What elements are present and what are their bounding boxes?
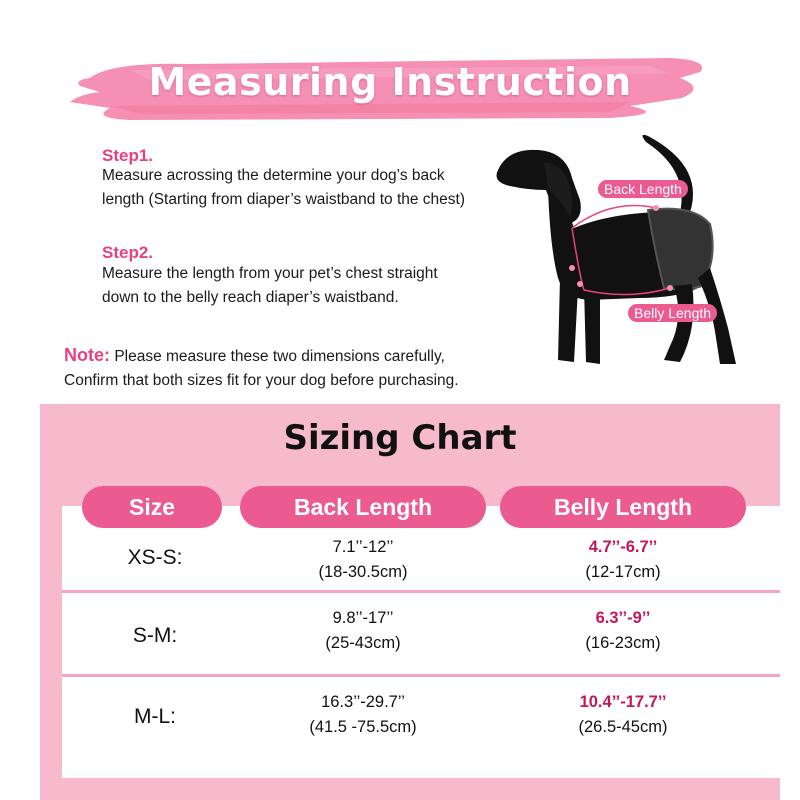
row-belly-length (503, 535, 743, 585)
header-belly-length: Belly Length (500, 486, 746, 528)
page-title: Measuring Instruction (148, 60, 632, 104)
row-size-label: M-L: (134, 705, 176, 728)
row-back-length (243, 690, 483, 740)
title-banner (70, 48, 710, 124)
belly-cm: (26.5-45cm) (578, 718, 668, 736)
step1-title: Step1. (102, 146, 154, 165)
belly-cm: (16-23cm) (585, 634, 661, 652)
belly-inches: 10.4’’-17.7’’ (579, 693, 667, 711)
sizing-chart-title: Sizing Chart (283, 418, 517, 458)
row-divider (62, 674, 780, 677)
step2-title: Step2. (102, 243, 154, 262)
row-back-length (243, 606, 483, 656)
belly-inches: 4.7’’-6.7’’ (588, 538, 658, 556)
dog-illustration (488, 128, 758, 383)
row-belly-length (503, 690, 743, 740)
back-cm: (41.5 -75.5cm) (309, 718, 417, 736)
back-cm: (25-43cm) (325, 634, 401, 652)
belly-cm: (12-17cm) (585, 563, 661, 581)
step2-text: Measure the length from your pet’s chest straight down to the belly reach diaper’s waistband. (102, 265, 438, 306)
header-size: Size (82, 486, 222, 528)
header-back-length: Back Length (240, 486, 486, 528)
belly-inches: 6.3’’-9’’ (595, 609, 651, 627)
dog-silhouette-icon (488, 128, 758, 378)
note-line2: Confirm that both sizes fit for your dog before purchasing. (64, 372, 459, 389)
back-inches: 16.3’’-29.7’’ (321, 693, 405, 711)
back-length-tag: Back Length (598, 180, 688, 198)
row-belly-length (503, 606, 743, 656)
row-divider (62, 590, 780, 593)
back-inches: 7.1’’-12’’ (332, 538, 394, 556)
back-cm: (18-30.5cm) (318, 563, 408, 581)
back-inches: 9.8’’-17’’ (332, 609, 394, 627)
note-line1: Please measure these two dimensions carefully, (114, 348, 445, 365)
note-label: Note: (64, 345, 110, 365)
step1-text: Measure acrossing the determine your dog’s back length (Starting from diaper’s waistband to the chest) (102, 167, 466, 208)
belly-length-tag: Belly Length (628, 304, 717, 322)
row-back-length (243, 535, 483, 585)
row-size-label: S-M: (132, 624, 178, 647)
row-size-label: XS-S: (127, 546, 183, 569)
